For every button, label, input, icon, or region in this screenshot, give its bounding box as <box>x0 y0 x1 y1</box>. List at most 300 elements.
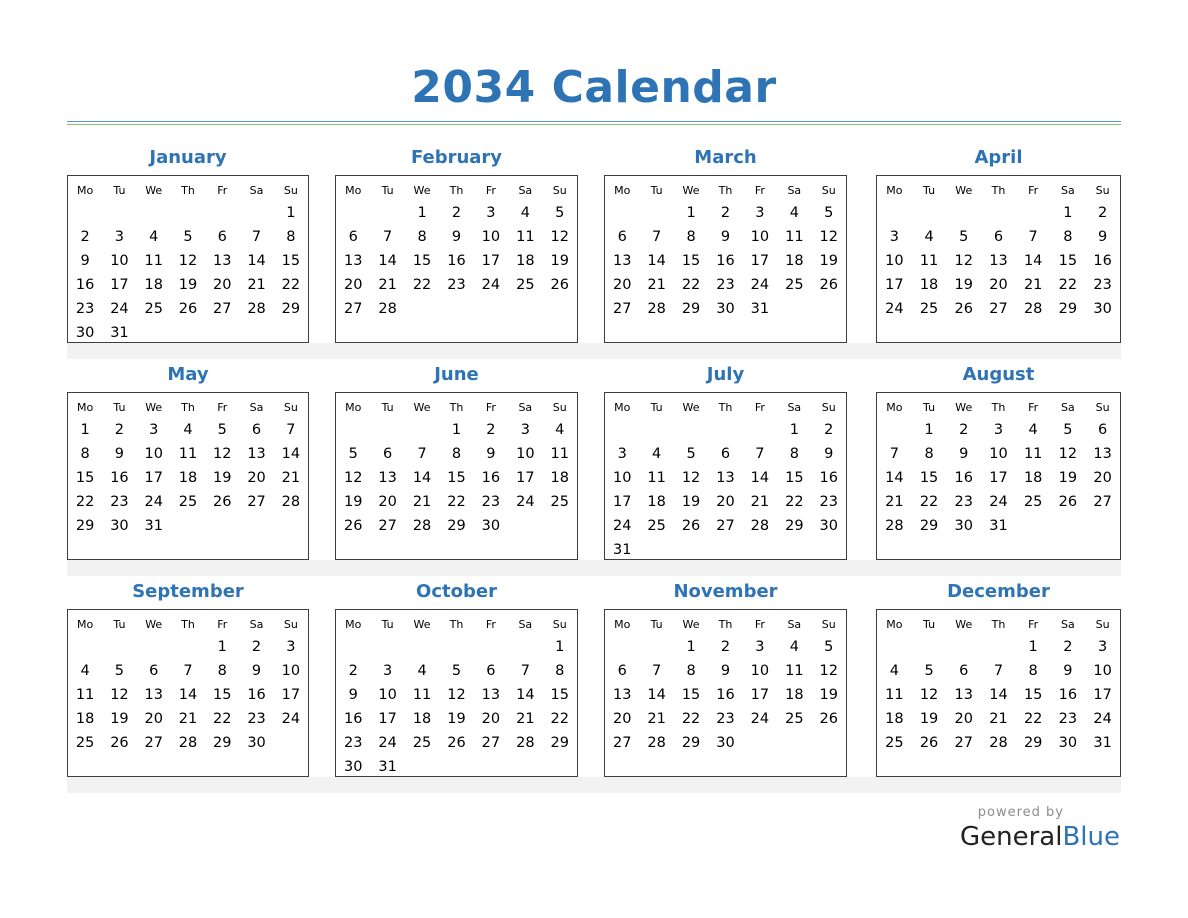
weekday-label: Fr <box>1028 183 1039 197</box>
month-grid <box>876 609 1121 777</box>
weekday-header-row <box>336 613 577 635</box>
month-name: April <box>974 147 1023 168</box>
weekday-label: Sa <box>1061 617 1075 631</box>
day-cell: 21 <box>1023 277 1043 293</box>
weekday-label: Sa <box>1061 183 1075 197</box>
day-cell <box>912 201 947 225</box>
day-cell: 29 <box>75 518 95 534</box>
day-cell <box>68 635 102 659</box>
day-cell: 12 <box>110 687 129 703</box>
day-cell: 24 <box>516 494 535 510</box>
day-cell: 18 <box>919 277 939 293</box>
day-cell: 7 <box>417 446 427 462</box>
day-cell: 8 <box>217 663 227 679</box>
day-cell: 11 <box>885 687 904 703</box>
weekday-label: Mo <box>614 183 631 197</box>
day-cell: 23 <box>954 494 973 510</box>
day-cell: 26 <box>110 735 129 751</box>
day-cell <box>405 418 439 442</box>
weekday-header-row <box>605 179 846 201</box>
weekday-label: Th <box>991 400 1006 414</box>
day-cell: 6 <box>720 446 731 462</box>
day-cell: 16 <box>110 470 129 486</box>
weekday-header-row <box>336 396 577 418</box>
day-cell: 1 <box>417 205 427 221</box>
day-cell <box>405 297 439 321</box>
day-cell: 13 <box>716 470 735 486</box>
day-cell: 3 <box>149 422 159 438</box>
week-row <box>336 755 577 779</box>
day-cell <box>405 635 439 659</box>
weekday-label: Tu <box>650 617 663 631</box>
day-cell: 14 <box>516 687 535 703</box>
day-cell: 3 <box>993 422 1004 438</box>
weekday-label: Tu <box>923 400 936 414</box>
day-cell: 1 <box>286 205 296 221</box>
day-cell: 1 <box>80 422 90 438</box>
day-cell: 14 <box>378 253 397 269</box>
day-cell: 29 <box>785 518 804 534</box>
day-cell <box>274 321 308 345</box>
weekday-label: We <box>955 183 973 197</box>
day-cell: 20 <box>716 494 735 510</box>
day-cell <box>981 635 1016 659</box>
day-cell <box>605 635 639 659</box>
day-cell <box>674 538 708 562</box>
day-cell <box>639 538 673 562</box>
day-cell: 4 <box>789 205 799 221</box>
day-cell: 15 <box>213 687 232 703</box>
weekday-label: Su <box>283 400 298 414</box>
day-cell: 22 <box>550 711 569 727</box>
day-cell: 21 <box>247 277 266 293</box>
day-cell: 14 <box>1023 253 1043 269</box>
day-cell <box>946 201 981 225</box>
day-cell: 3 <box>1097 639 1108 655</box>
day-cell: 19 <box>1058 470 1078 486</box>
week-row <box>877 490 1120 514</box>
day-cell: 29 <box>1023 735 1043 751</box>
day-cell <box>708 538 742 562</box>
day-cell: 26 <box>1058 494 1078 510</box>
day-cell <box>674 418 708 442</box>
day-cell: 18 <box>785 687 804 703</box>
day-cell <box>508 514 542 538</box>
day-cell: 15 <box>281 253 301 269</box>
day-cell: 17 <box>378 711 397 727</box>
day-cell <box>812 731 846 755</box>
day-cell: 2 <box>1097 205 1108 221</box>
weekday-label: Th <box>181 617 195 631</box>
day-cell: 3 <box>520 422 530 438</box>
day-cell: 23 <box>1058 711 1078 727</box>
day-cell <box>777 731 811 755</box>
day-cell <box>205 321 239 345</box>
week-row <box>68 225 308 249</box>
month-grid <box>604 392 847 560</box>
day-cell: 6 <box>348 229 358 245</box>
weekday-label: Tu <box>923 617 936 631</box>
day-cell: 22 <box>1023 711 1043 727</box>
week-row <box>877 683 1120 707</box>
day-cell: 9 <box>451 229 462 245</box>
weekday-label: We <box>145 183 163 197</box>
day-cell: 30 <box>819 518 838 534</box>
weekday-label: Tu <box>381 617 394 631</box>
week-row <box>68 490 308 514</box>
day-cell <box>743 538 777 562</box>
day-cell <box>743 731 777 755</box>
day-cell: 24 <box>989 494 1008 510</box>
day-cell: 12 <box>819 663 838 679</box>
day-cell: 8 <box>789 446 799 462</box>
month-grid <box>876 392 1121 560</box>
day-cell <box>708 418 742 442</box>
day-cell: 13 <box>213 253 232 269</box>
day-cell: 29 <box>550 735 569 751</box>
weekday-label: Sa <box>787 183 802 197</box>
weekday-label: Th <box>718 400 733 414</box>
day-cell: 18 <box>785 253 804 269</box>
week-row <box>68 707 308 731</box>
month-february <box>335 144 578 343</box>
day-cell: 21 <box>750 494 770 510</box>
weekday-label: Mo <box>614 400 631 414</box>
week-row <box>877 514 1120 538</box>
day-cell: 13 <box>612 687 632 703</box>
day-cell: 4 <box>80 663 90 679</box>
day-cell: 26 <box>819 277 838 293</box>
day-cell: 24 <box>144 494 163 510</box>
week-row <box>336 225 577 249</box>
day-cell: 10 <box>989 446 1008 462</box>
weekday-header-row <box>877 179 1120 201</box>
weekday-label: We <box>682 400 700 414</box>
page-title: 2034 Calendar <box>411 62 777 113</box>
day-cell: 30 <box>110 518 129 534</box>
day-cell: 10 <box>750 229 770 245</box>
day-cell: 27 <box>213 301 232 317</box>
month-name: May <box>167 364 209 385</box>
day-cell: 21 <box>647 711 666 727</box>
day-cell: 4 <box>183 422 193 438</box>
day-cell: 22 <box>75 494 95 510</box>
month-january <box>67 144 309 343</box>
day-cell: 22 <box>681 711 701 727</box>
brand-general: General <box>959 822 1063 852</box>
month-grid <box>67 609 309 777</box>
month-name: February <box>410 147 503 168</box>
weekday-label: Fr <box>754 400 765 414</box>
day-cell: 14 <box>885 470 904 486</box>
day-cell: 9 <box>1097 229 1108 245</box>
month-name: December <box>947 581 1050 602</box>
day-cell: 30 <box>481 518 501 534</box>
weekday-label: Tu <box>113 617 126 631</box>
day-cell <box>543 297 577 321</box>
day-cell: 5 <box>924 663 934 679</box>
day-cell: 30 <box>247 735 266 751</box>
day-cell: 28 <box>885 518 904 534</box>
day-cell: 28 <box>1023 301 1043 317</box>
weekday-label: Mo <box>886 183 903 197</box>
day-cell: 21 <box>281 470 301 486</box>
week-row <box>68 418 308 442</box>
day-cell: 29 <box>681 735 701 751</box>
day-cell <box>102 201 136 225</box>
day-cell <box>205 514 239 538</box>
weekday-label: Fr <box>1028 400 1039 414</box>
day-cell: 24 <box>1093 711 1112 727</box>
day-cell <box>981 201 1016 225</box>
day-cell: 8 <box>80 446 90 462</box>
day-cell: 6 <box>217 229 227 245</box>
day-cell: 4 <box>889 663 899 679</box>
week-row <box>336 466 577 490</box>
month-grid <box>604 609 847 777</box>
day-cell: 2 <box>80 229 90 245</box>
day-cell <box>877 635 912 659</box>
day-cell <box>605 418 639 442</box>
month-name: November <box>673 581 778 602</box>
week-row <box>877 273 1120 297</box>
day-cell: 19 <box>178 277 198 293</box>
day-cell <box>336 418 370 442</box>
day-cell <box>102 635 136 659</box>
day-cell: 3 <box>383 663 393 679</box>
day-cell: 22 <box>681 277 701 293</box>
weekday-label: Fr <box>217 400 228 414</box>
day-cell: 27 <box>378 518 397 534</box>
day-cell: 8 <box>686 663 696 679</box>
day-cell: 25 <box>516 277 535 293</box>
weekday-label: Th <box>181 183 195 197</box>
weekday-label: Su <box>552 183 567 197</box>
week-row <box>605 249 846 273</box>
day-cell: 13 <box>954 687 973 703</box>
weekday-label: Fr <box>1028 617 1039 631</box>
brand-logo <box>960 822 1120 852</box>
weekday-label: Th <box>718 183 733 197</box>
day-cell <box>474 755 508 779</box>
weekday-header-row <box>336 179 577 201</box>
weekday-label: Fr <box>217 617 228 631</box>
day-cell: 29 <box>681 301 701 317</box>
day-cell: 4 <box>555 422 565 438</box>
month-march <box>604 144 847 343</box>
day-cell: 9 <box>720 663 731 679</box>
week-row <box>336 442 577 466</box>
day-cell: 25 <box>647 518 666 534</box>
row-separator-band <box>67 560 1121 576</box>
day-cell: 5 <box>114 663 125 679</box>
day-cell: 24 <box>612 518 632 534</box>
day-cell: 19 <box>550 253 569 269</box>
day-cell: 19 <box>919 711 939 727</box>
day-cell: 1 <box>451 422 462 438</box>
day-cell: 26 <box>213 494 232 510</box>
title-divider-accent <box>67 124 1121 125</box>
day-cell: 28 <box>516 735 535 751</box>
day-cell: 13 <box>144 687 163 703</box>
week-row <box>68 201 308 225</box>
day-cell: 11 <box>919 253 939 269</box>
day-cell: 3 <box>114 229 125 245</box>
day-cell: 19 <box>681 494 701 510</box>
row-separator-band <box>67 777 1121 793</box>
weekday-label: Sa <box>249 617 264 631</box>
day-cell: 19 <box>954 277 973 293</box>
day-cell: 10 <box>144 446 163 462</box>
day-cell <box>336 635 370 659</box>
month-name: March <box>694 147 757 168</box>
day-cell: 1 <box>217 639 227 655</box>
day-cell: 17 <box>989 470 1008 486</box>
day-cell: 16 <box>1058 687 1078 703</box>
day-cell <box>1051 514 1086 538</box>
day-cell: 16 <box>716 687 735 703</box>
day-cell <box>1016 201 1051 225</box>
day-cell: 25 <box>785 277 804 293</box>
day-cell: 3 <box>889 229 899 245</box>
day-cell: 18 <box>647 494 666 510</box>
day-cell: 17 <box>481 253 501 269</box>
day-cell: 18 <box>516 253 535 269</box>
day-cell <box>439 755 473 779</box>
day-cell: 27 <box>144 735 163 751</box>
weekday-label: Th <box>991 183 1006 197</box>
day-cell: 5 <box>824 639 834 655</box>
day-cell: 24 <box>110 301 129 317</box>
day-cell: 11 <box>785 663 804 679</box>
day-cell: 14 <box>281 446 301 462</box>
month-grid <box>604 175 847 343</box>
day-cell: 28 <box>178 735 198 751</box>
week-row <box>605 442 846 466</box>
weekday-header-row <box>68 179 308 201</box>
day-cell: 21 <box>178 711 198 727</box>
day-cell: 8 <box>417 229 427 245</box>
day-cell <box>171 514 205 538</box>
day-cell: 19 <box>213 470 232 486</box>
weekday-label: Th <box>991 617 1006 631</box>
week-row <box>877 249 1120 273</box>
day-cell <box>239 321 273 345</box>
day-cell: 18 <box>144 277 163 293</box>
day-cell <box>336 201 370 225</box>
day-cell: 31 <box>378 759 397 775</box>
day-cell: 7 <box>652 663 662 679</box>
day-cell <box>743 418 777 442</box>
day-cell: 2 <box>486 422 496 438</box>
month-grid <box>335 175 578 343</box>
day-cell: 14 <box>647 253 666 269</box>
weekday-label: We <box>413 400 431 414</box>
day-cell: 5 <box>451 663 462 679</box>
day-cell: 27 <box>989 301 1008 317</box>
weekday-label: Sa <box>249 400 264 414</box>
day-cell: 30 <box>954 518 973 534</box>
weekday-label: We <box>413 183 431 197</box>
day-cell <box>474 635 508 659</box>
day-cell: 6 <box>383 446 393 462</box>
day-cell: 9 <box>486 446 496 462</box>
day-cell: 3 <box>755 639 765 655</box>
weekday-label: Su <box>821 617 836 631</box>
day-cell: 23 <box>447 277 466 293</box>
month-name: July <box>706 364 745 385</box>
day-cell: 4 <box>417 663 427 679</box>
day-cell <box>1085 514 1120 538</box>
day-cell: 8 <box>924 446 934 462</box>
day-cell <box>946 635 981 659</box>
day-cell <box>171 635 205 659</box>
month-august <box>876 361 1121 560</box>
day-cell: 25 <box>1023 494 1043 510</box>
day-cell: 20 <box>612 277 632 293</box>
day-cell: 22 <box>213 711 232 727</box>
day-cell: 15 <box>1058 253 1078 269</box>
day-cell: 1 <box>1063 205 1073 221</box>
day-cell: 10 <box>110 253 129 269</box>
day-cell: 5 <box>555 205 565 221</box>
weekday-label: Fr <box>754 183 765 197</box>
day-cell: 12 <box>954 253 973 269</box>
day-cell: 24 <box>378 735 397 751</box>
branding <box>960 805 1120 852</box>
weekday-label: Sa <box>249 183 264 197</box>
day-cell: 12 <box>550 229 569 245</box>
day-cell: 27 <box>612 301 632 317</box>
week-row <box>877 297 1120 321</box>
weekday-label: Mo <box>77 617 94 631</box>
day-cell <box>137 635 171 659</box>
day-cell: 27 <box>954 735 973 751</box>
day-cell: 1 <box>789 422 799 438</box>
day-cell: 5 <box>348 446 358 462</box>
day-cell: 30 <box>716 735 735 751</box>
day-cell: 12 <box>178 253 198 269</box>
day-cell: 19 <box>819 253 838 269</box>
day-cell: 30 <box>1058 735 1078 751</box>
week-row <box>68 731 308 755</box>
day-cell: 17 <box>516 470 535 486</box>
weekday-header-row <box>877 396 1120 418</box>
day-cell: 23 <box>716 277 735 293</box>
day-cell: 2 <box>114 422 125 438</box>
month-july <box>604 361 847 560</box>
day-cell: 20 <box>989 277 1008 293</box>
week-row <box>605 659 846 683</box>
month-grid <box>335 609 578 777</box>
day-cell: 2 <box>251 639 262 655</box>
weekday-label: Th <box>449 400 464 414</box>
day-cell <box>137 201 171 225</box>
day-cell: 13 <box>343 253 363 269</box>
day-cell: 21 <box>989 711 1008 727</box>
day-cell: 13 <box>481 687 501 703</box>
day-cell <box>777 538 811 562</box>
weekday-header-row <box>68 613 308 635</box>
day-cell: 23 <box>481 494 501 510</box>
weekday-label: We <box>955 400 973 414</box>
day-cell: 20 <box>343 277 363 293</box>
weekday-label: Tu <box>113 183 126 197</box>
weekday-label: Su <box>552 617 567 631</box>
day-cell: 27 <box>1093 494 1112 510</box>
weekday-label: Th <box>718 617 733 631</box>
day-cell: 28 <box>247 301 266 317</box>
